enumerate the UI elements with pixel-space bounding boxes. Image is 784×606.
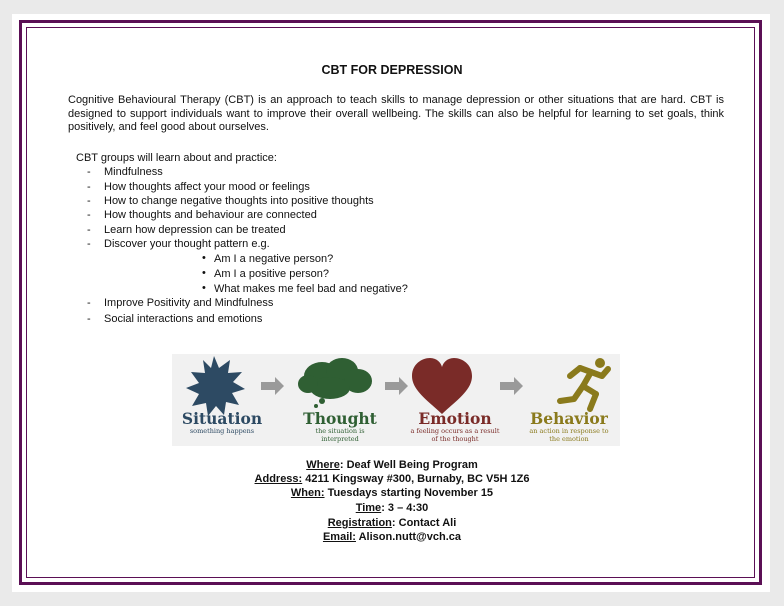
registration-key: Registration (327, 517, 392, 529)
list-item-text: Mindfulness (104, 166, 163, 178)
document-title: CBT FOR DEPRESSION (321, 63, 463, 77)
list-item-text: Social interactions and emotions (104, 313, 263, 325)
stage-caption: something happens (189, 427, 255, 435)
stage-label: Emotion (418, 409, 492, 428)
stage-behavior (518, 409, 620, 443)
stage-thought (290, 409, 390, 443)
registration-value: : Contact Ali (391, 517, 457, 529)
time-key: Time (355, 502, 382, 514)
time-line (0, 501, 784, 516)
list-item-text: Learn how depression can be treated (104, 224, 286, 236)
stage-situation (172, 409, 272, 436)
stage-label: Situation (181, 409, 263, 428)
stage-emotion (400, 409, 510, 443)
list-item-text: How thoughts affect your mood or feelings (104, 181, 310, 193)
address-line (0, 472, 784, 487)
stage-label: Behavior (530, 409, 608, 428)
stage-caption: a feeling occurs as a result of the thought (410, 427, 500, 443)
where-line (0, 458, 784, 473)
sub-list-item: • Am I a positive person? (202, 267, 329, 280)
stage-label: Thought (303, 409, 377, 428)
stage-caption: the situation is interpreted (315, 427, 365, 443)
starburst-icon (186, 356, 245, 416)
when-line (0, 486, 784, 501)
email-line (0, 530, 784, 545)
when-key: When: (290, 487, 325, 499)
list-intro: CBT groups will learn about and practice: (76, 152, 277, 164)
heart-icon (412, 358, 472, 414)
address-value: 4211 Kingsway #300, Burnaby, BC V5H 1Z6 (302, 473, 530, 485)
sub-list-item-text: What makes me feel bad and negative? (214, 283, 408, 295)
sub-list-item: • What makes me feel bad and negative? (202, 282, 408, 295)
arrow-right-icon (385, 377, 408, 395)
sub-list-item-text: Am I a negative person? (214, 253, 334, 265)
sub-list-item-text: Am I a positive person? (214, 268, 329, 280)
arrow-right-icon (261, 377, 284, 395)
list-item-text: Discover your thought pattern e.g. (104, 238, 270, 250)
email-value[interactable]: Alison.nutt@vch.ca (355, 531, 462, 543)
stage-caption: an action in response to the emotion (529, 427, 609, 443)
intro-paragraph: Cognitive Behavioural Therapy (CBT) is an approach to teach skills to manage depression or other situations that are hard. CBT is designed to support individuals want to improve their overall wellbeing. The skills can also be helpful for learning to set goals, think positively, and feel good about ourselves. (68, 94, 724, 133)
where-value: : Deaf Well Being Program (339, 459, 478, 471)
registration-line (0, 516, 784, 531)
thought-cloud-icon (298, 358, 372, 408)
email-key: Email: (322, 531, 356, 543)
cbt-diagram (172, 354, 620, 446)
time-value: : 3 – 4:30 (381, 502, 429, 514)
running-person-icon (560, 358, 608, 409)
arrow-right-icon (500, 377, 523, 395)
when-value: Tuesdays starting November 15 (324, 487, 494, 499)
list-item-text: How thoughts and behaviour are connected (104, 209, 317, 221)
sub-list-item: • Am I a negative person? (202, 252, 334, 265)
where-key: Where (306, 459, 340, 471)
list-item-text: Improve Positivity and Mindfulness (104, 297, 274, 309)
address-key: Address: (254, 473, 303, 485)
list-item-text: How to change negative thoughts into positive thoughts (104, 195, 374, 207)
